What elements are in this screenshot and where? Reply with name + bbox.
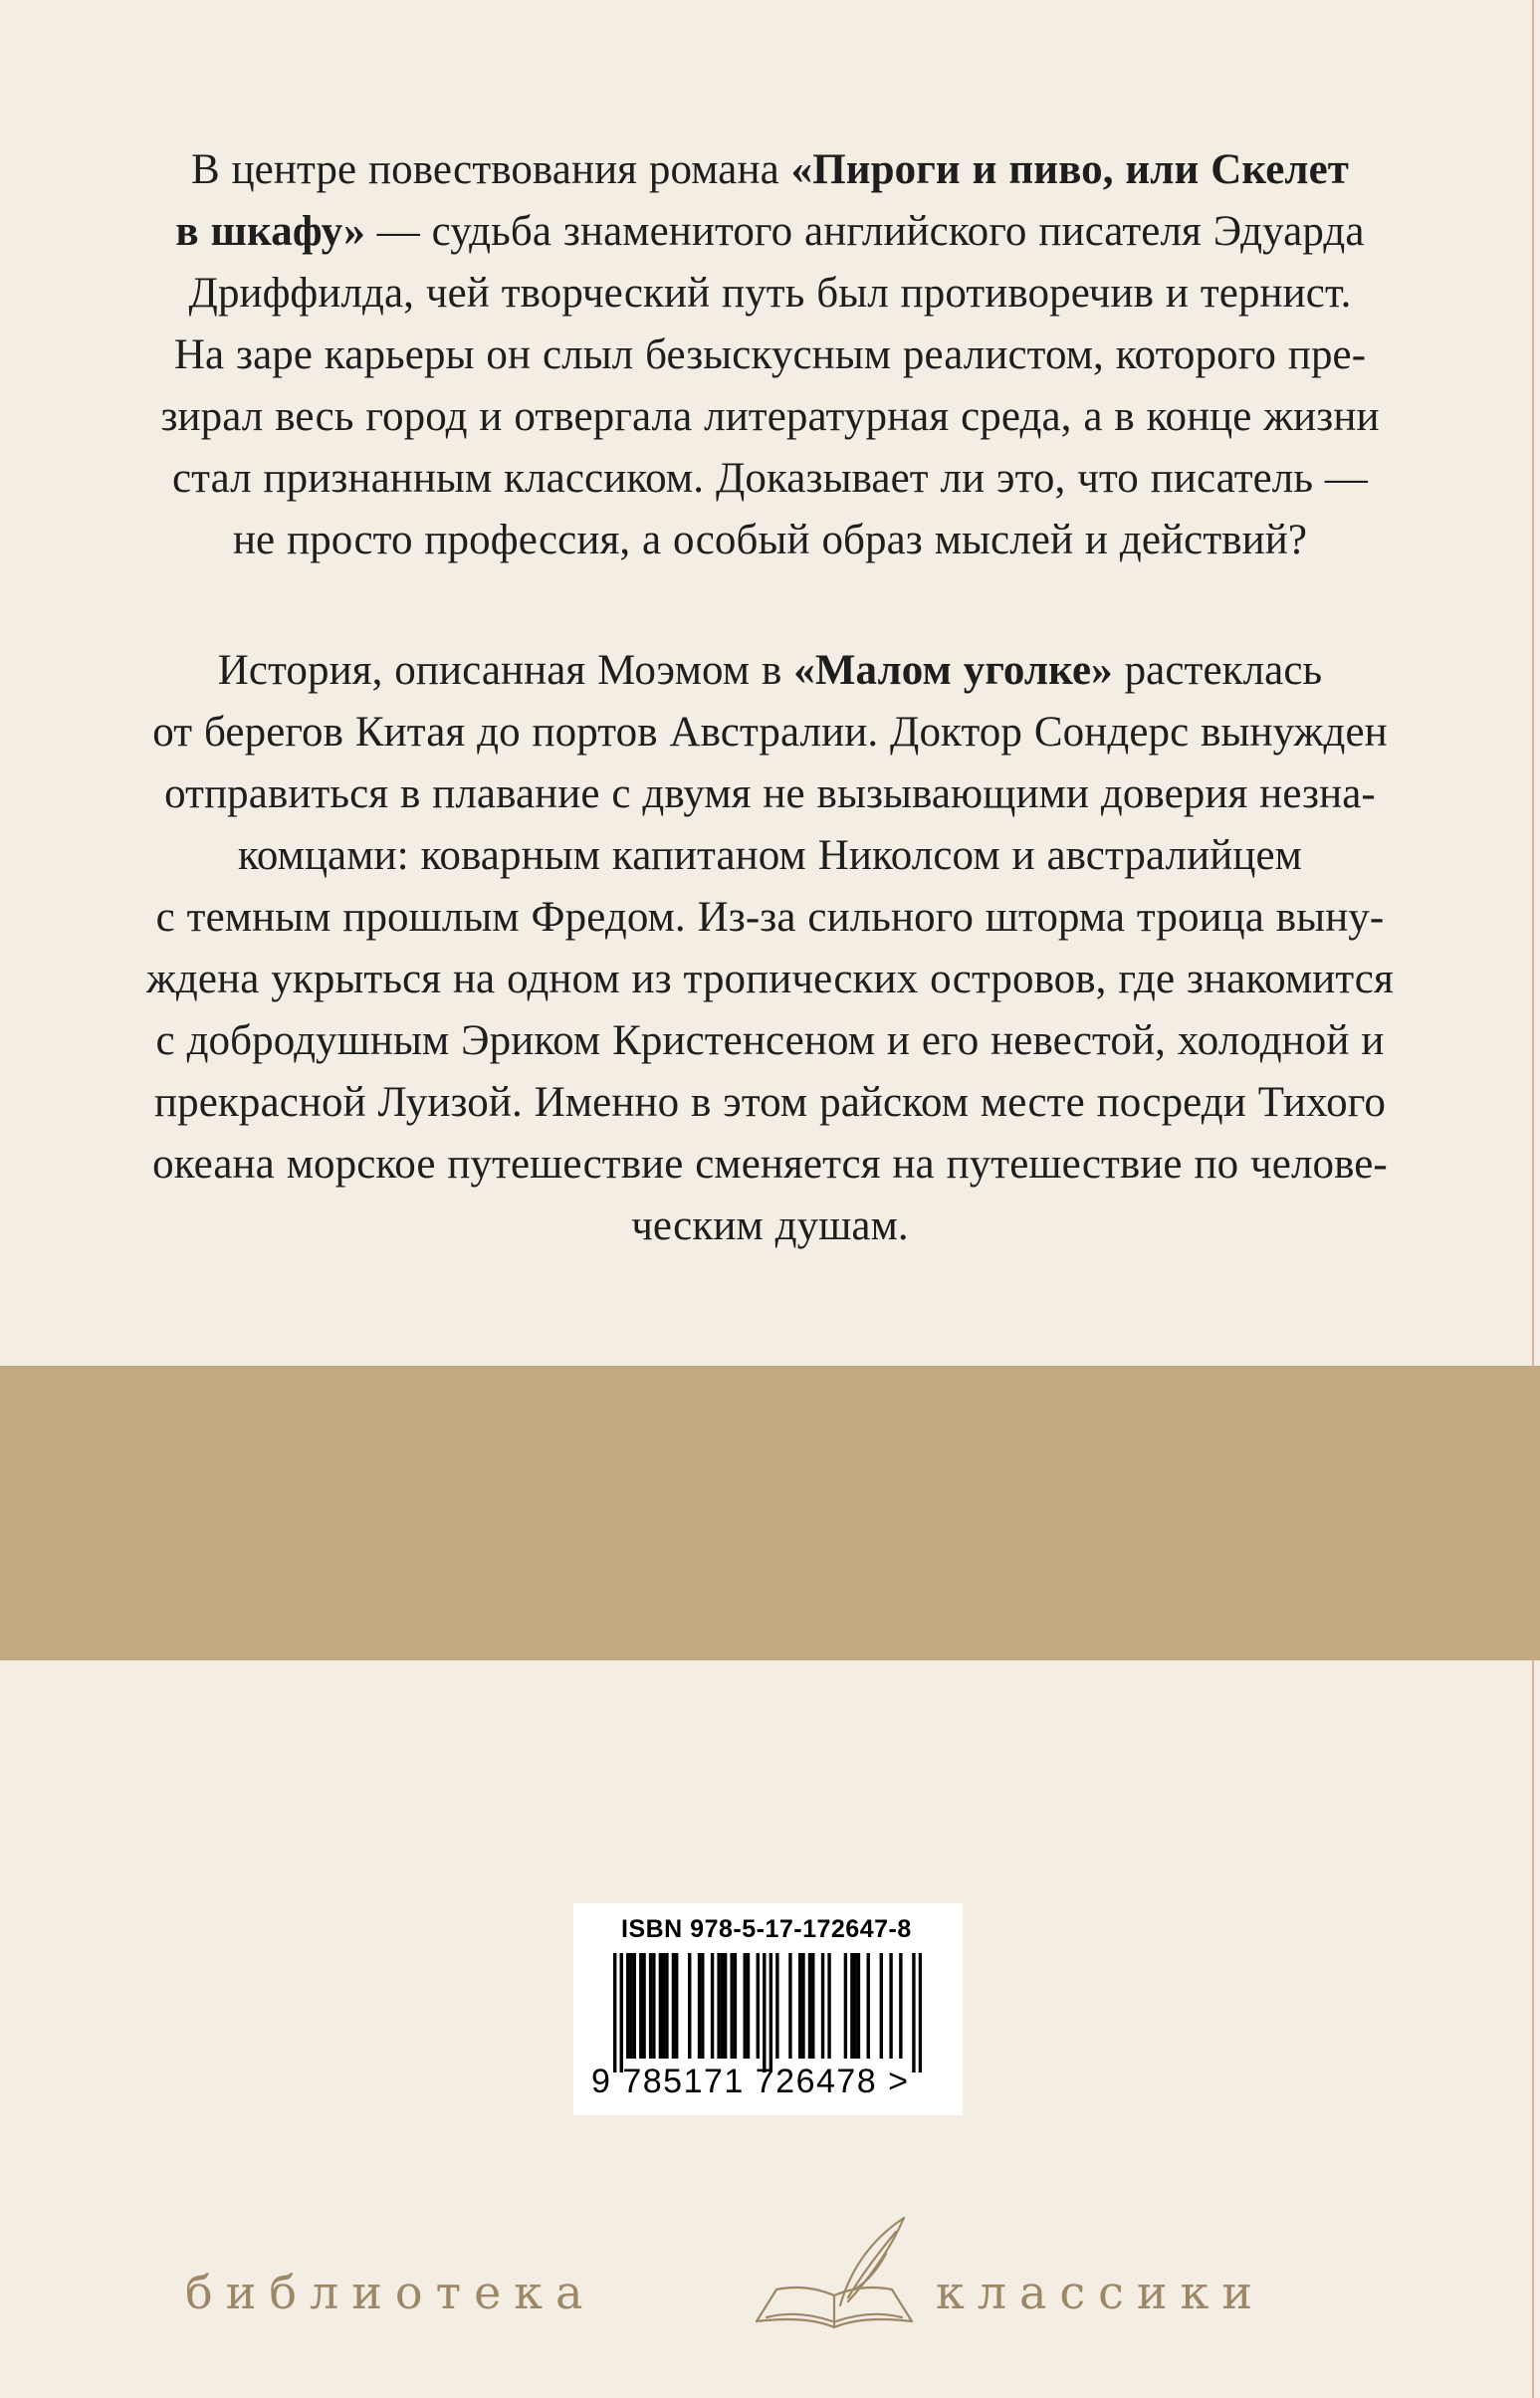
- barcode-bar: [821, 1953, 824, 2059]
- text-run: ждена укрыться на одном из тропических островов, где знакомится: [146, 956, 1394, 1002]
- barcode-bar: [701, 1953, 704, 2059]
- barcode-bar: [919, 1953, 922, 2072]
- blurb-line: [70, 1196, 1470, 1257]
- barcode-bar: [629, 1953, 632, 2059]
- blurb-line: [70, 640, 1470, 702]
- color-band: [0, 1366, 1540, 1660]
- barcode-bar: [850, 1953, 853, 2059]
- barcode-bar: [698, 1953, 701, 2059]
- text-run: — судьба знаменитого английского писателя Эдуарда: [364, 208, 1365, 255]
- barcode-bar: [672, 1953, 675, 2059]
- blurb-paragraph-1: [70, 139, 1470, 571]
- blurb-paragraph-2: [70, 640, 1470, 1257]
- text-run: отправиться в плавание с двумя не вызывающими доверия незна-: [164, 770, 1376, 817]
- barcode-bar: [827, 1953, 830, 2059]
- text-run: В центре повествования романа: [190, 146, 791, 193]
- blurb-line: [70, 325, 1470, 386]
- barcode-bar: [649, 1953, 652, 2059]
- barcode-bars: [613, 1953, 922, 2072]
- text-run: зирал весь город и отвергала литературная среда, а в конце жизни: [160, 393, 1380, 440]
- barcode-bar: [808, 1953, 811, 2059]
- text-run: Дриффилда, чей творческий путь был противоречив и тернист.: [188, 270, 1352, 317]
- book-title: «Пироги и пиво, или Скелет: [790, 146, 1350, 193]
- text-run: прекрасной Луизой. Именно в этом райском месте посреди Тихого: [154, 1079, 1386, 1126]
- barcode-bar: [688, 1953, 691, 2059]
- book-title: в шкафу»: [175, 208, 365, 255]
- barcode-bar: [775, 1953, 778, 2059]
- blurb-line: [70, 448, 1470, 510]
- barcode-bar: [757, 1953, 760, 2059]
- barcode-block: [573, 1903, 963, 2115]
- blurb-line: [70, 1072, 1470, 1134]
- barcode-bar: [613, 1953, 616, 2072]
- barcode-bar: [788, 1953, 791, 2059]
- barcode-bar: [763, 1953, 766, 2072]
- text-run: с темным прошлым Фредом. Из-за сильного шторма троица выну-: [155, 894, 1385, 941]
- text-run: не просто профессия, а особый образ мыслей и действий?: [232, 517, 1308, 563]
- barcode-bar: [633, 1953, 636, 2059]
- barcode-bar: [912, 1953, 915, 2072]
- blurb-line: [70, 263, 1470, 325]
- barcode-bar: [857, 1953, 860, 2059]
- barcode-bar: [721, 1953, 724, 2059]
- text-run: История, описанная Моэмом в: [217, 647, 794, 694]
- barcode-bar: [724, 1953, 727, 2059]
- ean-digits: 9 785171 726478 >: [591, 2063, 910, 2100]
- barcode-bar: [798, 1953, 801, 2059]
- blurb-line: [70, 763, 1470, 825]
- text-run: с добродушным Эриком Кристенсеном и его невестой, холодной и: [155, 1017, 1385, 1064]
- barcode-bar: [665, 1953, 668, 2059]
- barcode-bar: [867, 1953, 870, 2059]
- barcode-bar: [853, 1953, 856, 2059]
- blurb-line: [70, 139, 1470, 201]
- text-run: ческим душам.: [631, 1202, 909, 1249]
- barcode-bar: [889, 1953, 892, 2059]
- barcode-bar: [642, 1953, 645, 2059]
- blurb-line: [70, 201, 1470, 263]
- series-word-left: библиотека: [185, 2266, 596, 2319]
- barcode-bar: [844, 1953, 847, 2059]
- text-run: На заре карьеры он слыл безыскусным реалистом, которого пре-: [173, 331, 1367, 378]
- series-logo: [0, 2210, 1540, 2349]
- barcode-bar: [711, 1953, 714, 2059]
- blurb-line: [70, 1134, 1470, 1196]
- isbn-label: ISBN 978-5-17-172647-8: [621, 1915, 912, 1943]
- barcode-bar: [717, 1953, 720, 2059]
- barcode-bar: [770, 1953, 772, 2072]
- barcode-bar: [675, 1953, 678, 2059]
- barcode-bar: [730, 1953, 733, 2059]
- text-run: от берегов Китая до портов Австралии. Доктор Сондерс вынужден: [152, 709, 1388, 756]
- barcode-bar: [899, 1953, 902, 2059]
- barcode-bar: [744, 1953, 747, 2059]
- barcode-bar: [659, 1953, 662, 2059]
- text-run: стал признанным классиком. Доказывает ли это, что писатель —: [171, 455, 1369, 502]
- text-run: растеклась: [1112, 647, 1323, 694]
- series-word-right: классики: [936, 2266, 1265, 2319]
- blurb-line: [70, 887, 1470, 949]
- text-run: океана морское путешествие сменяется на путешествие по челове-: [152, 1141, 1388, 1188]
- book-title: «Малом уголке»: [793, 647, 1113, 694]
- page-edge-line: [1532, 0, 1534, 2398]
- blurb-line: [70, 1010, 1470, 1072]
- blurb-line: [70, 949, 1470, 1010]
- barcode-bar: [734, 1953, 737, 2059]
- text-run: комцами: коварным капитаном Николсом и австралийцем: [238, 832, 1302, 879]
- blurb-line: [70, 386, 1470, 448]
- barcode-bar: [620, 1953, 623, 2072]
- quill-book-icon: [737, 2210, 936, 2339]
- barcode-bar: [639, 1953, 642, 2059]
- blurb-line: [70, 510, 1470, 571]
- blurb-line: [70, 825, 1470, 887]
- barcode-bar: [626, 1953, 629, 2059]
- barcode-bar: [662, 1953, 665, 2059]
- blurb-line: [70, 702, 1470, 763]
- barcode-bar: [801, 1953, 804, 2059]
- barcode-bar: [652, 1953, 655, 2059]
- barcode-bar: [811, 1953, 814, 2059]
- barcode-bar: [747, 1953, 750, 2059]
- barcode-bar: [880, 1953, 883, 2059]
